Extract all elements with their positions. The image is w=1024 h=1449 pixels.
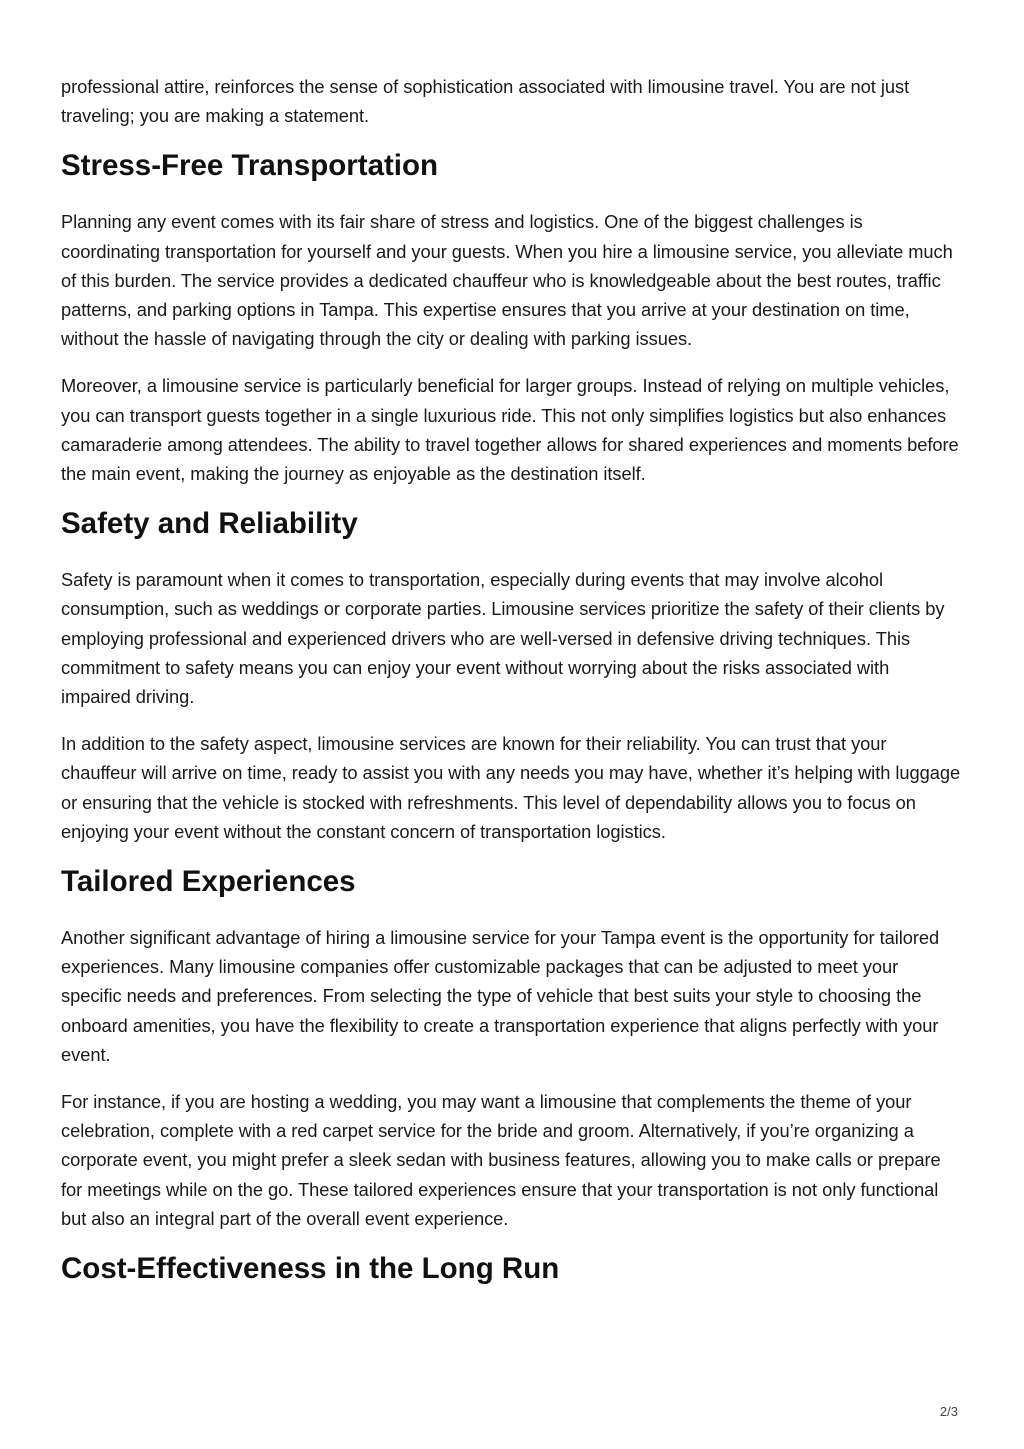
heading-cost-effectiveness: Cost-Effectiveness in the Long Run <box>61 1252 560 1286</box>
document-page <box>61 72 961 1287</box>
paragraph-stress-2: Moreover, a limousine service is particularly beneficial for larger groups. Instead of relying on multiple vehicles, you can transport guests together in a single luxurious ride. This not only simplifies logistics but also enhances camaraderie among attendees. The ability to travel together allows for shared experiences and moments before the main event, making the journey as enjoyable as the destination itself. <box>61 375 959 485</box>
paragraph-safety-1: Safety is paramount when it comes to transportation, especially during events that may involve alcohol consumption, such as weddings or corporate parties. Limousine services prioritize the safety of their clients by employing professional and experienced drivers who are well-versed in defensive driving techniques. This commitment to safety means you can enjoy your event without worrying about the risks associated with impaired driving. <box>61 569 945 708</box>
paragraph-safety-2: In addition to the safety aspect, limousine services are known for their reliability. You can trust that your chauffeur will arrive on time, ready to assist you with any needs you may have, whether it’s helping with luggage or ensuring that the vehicle is stocked with refreshments. This level of dependability allows you to focus on enjoying your event without the constant concern of transportation logistics. <box>61 733 961 842</box>
page-number: 2/3 <box>939 1404 958 1419</box>
intro-paragraph: professional attire, reinforces the sense of sophistication associated with limousine travel. You are not just traveling; you are making a statement. <box>61 76 910 127</box>
paragraph-tailored-1: Another significant advantage of hiring a limousine service for your Tampa event is the opportunity for tailored experiences. Many limousine companies offer customizable packages that can be adjusted to meet your specific needs and preferences. From selecting the type of vehicle that best suits your style to choosing the onboard amenities, you have the flexibility to create a transportation experience that aligns perfectly with your event. <box>61 927 940 1065</box>
heading-safety-and-reliability: Safety and Reliability <box>61 507 358 541</box>
heading-stress-free-transportation: Stress-Free Transportation <box>61 149 439 183</box>
paragraph-stress-1: Planning any event comes with its fair share of stress and logistics. One of the biggest challenges is coordinating transportation for yourself and your guests. When you hire a limousine service, you alleviate much of this burden. The service provides a dedicated chauffeur who is knowledgeable about the best routes, traffic patterns, and parking options in Tampa. This expertise ensures that you arrive at your destination on time, without the hassle of navigating through the city or dealing with parking issues. <box>61 211 953 350</box>
paragraph-tailored-2: For instance, if you are hosting a wedding, you may want a limousine that complements the theme of your celebration, complete with a red carpet service for the bride and groom. Alternatively, if you’re organizing a corporate event, you might prefer a sleek sedan with business features, allowing you to make calls or prepare for meetings while on the go. These tailored experiences ensure that your transportation is not only functional but also an integral part of the overall event experience. <box>61 1091 941 1229</box>
heading-tailored-experiences: Tailored Experiences <box>61 865 356 899</box>
